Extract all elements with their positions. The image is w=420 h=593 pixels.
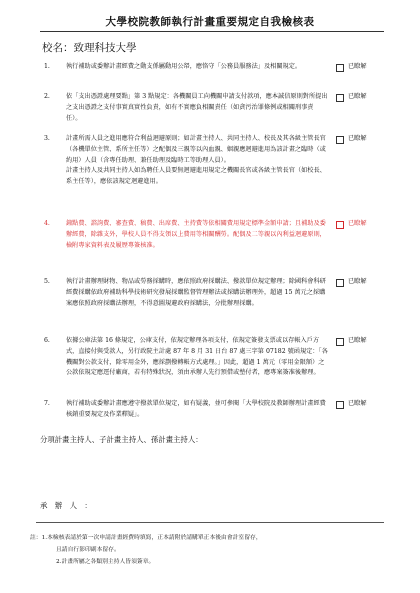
footnotes xyxy=(30,532,400,568)
checkbox[interactable] xyxy=(336,401,344,409)
document-title: 大學校院教師執行計畫重要規定自我檢核表 xyxy=(105,16,315,28)
checkbox-label: 已瞭解 xyxy=(348,63,367,70)
item-text: 鐘點費、諮詢費、審查費、稿費、出席費、主持費等依相關費用規定標準金額申請；且補助及委辦經費，除雜支外，學校人員不得支領以上費用等相關酬勞。配偶及二等親以內利益迴避原則，檢附專家資料表及履歷專簽核准。 xyxy=(66,220,326,249)
notes-divider xyxy=(36,522,384,523)
note-2: 2.計畫所屬之各類別主持人皆須簽章。 xyxy=(56,559,155,565)
item-text: 依據公庫法第 16 條規定，公庫支付，依規定辦理各項支付，依規定簽發支票或以存帳入戶方式，直接付與受款人，另行政院主計處 87 年 8 月 31 日台 87 處三字第 07182 號函規定：「各機關對公款支付，除零用金外，應採劃撥轉帳方式處理。」因此，超過 1 萬元（零用金限額）之公款依規定應逕付廠商，若有特殊狀況，須由承辦人先行預借或墊付者，應專案簽准後辦理。 xyxy=(66,337,328,377)
checkbox[interactable] xyxy=(336,64,344,72)
item-number: 7. xyxy=(44,400,50,407)
handler-field[interactable]: 承 辦 人 ： xyxy=(40,501,92,510)
checkbox-label: 已瞭解 xyxy=(348,278,367,285)
title-divider xyxy=(40,31,384,32)
item-number: 2. xyxy=(44,93,50,100)
item-text: 依「支出憑證處理要點」第 3 點規定：各機關員工向機關申請支付款項，應本誠信原則對所提出之支出憑證之支付事實真實性負責，如有不實應負相關責任（如貪污治罪條例或相關刑事責任）。 xyxy=(66,93,328,122)
checkbox-label: 已瞭解 xyxy=(348,400,367,407)
item-number: 3. xyxy=(44,135,50,142)
item-text: 執行計畫辦理財物、物品或勞務採購時，應依照政府採購法、撥款單位規定辦理；除國科會科研經費採購依政府補助科學技術研究發展採購監督管理辦法或採購法辦理外，超過 15 萬元之採購案應依照政府採購法辦理，不得意圖規避政府採購法，分批辦理採購。 xyxy=(66,278,326,307)
checkbox[interactable] xyxy=(336,221,344,229)
checkbox-label: 已瞭解 xyxy=(348,337,367,344)
item-number: 6. xyxy=(44,337,50,344)
school-name: 校名：致理科技大學 xyxy=(42,42,137,54)
item-number: 4. xyxy=(44,220,50,227)
checkbox[interactable] xyxy=(336,279,344,287)
note-1-continuation: 且請自行影印副本留存。 xyxy=(56,547,120,553)
checkbox-label: 已瞭解 xyxy=(348,135,367,142)
item-text: 執行補助或委辦計畫應遵守撥款單位規定，如有疑義，並可參閱「大學校院及教師辦理計畫經費核銷重要規定及作業釋疑」。 xyxy=(66,400,326,418)
item-text: 執行補助或委辦計畫經費之動支係屬動用公帑，應恪守「公務員服務法」及相關規定。 xyxy=(66,63,302,70)
checkbox-label: 已瞭解 xyxy=(348,220,367,227)
item-number: 5. xyxy=(44,278,50,285)
checkbox[interactable] xyxy=(336,338,344,346)
checkbox[interactable] xyxy=(336,136,344,144)
signers-field[interactable]: 分項計畫主持人、子計畫主持人、孫計畫主持人： xyxy=(40,435,203,444)
checkbox[interactable] xyxy=(336,94,344,102)
checkbox-label: 已瞭解 xyxy=(348,93,367,100)
note-1: 註：1.本檢核表請於第一次申請計畫經費時填寫，正本請附於請購單正本後由會計室留存， xyxy=(30,535,262,541)
item-text: 計畫所需人員之進用應符合利益迴避原則；如計畫主持人、共同主持人、校長及其各級主管長官（各機單位主管、系所主任等）之配偶及三親等以內血親、姻親應迴避進用為該計畫之臨時（或約用）人員（含專任助理、兼任助理及臨時工等助理人員）。 計畫主持人及共同主持人如為聘任人員要無迴避進用規定之機關長官或各級主管長官（如校長、系主任等），應依該規定迴避進用。 xyxy=(66,135,326,186)
item-number: 1. xyxy=(44,63,50,70)
